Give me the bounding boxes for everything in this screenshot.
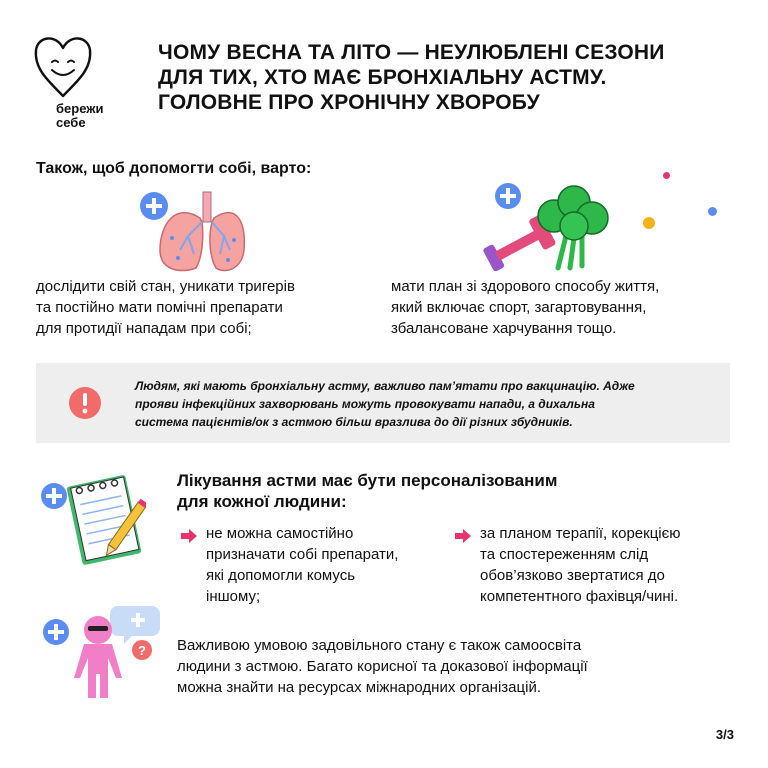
text-line: Важливою умовою задовільного стану є також самоосвіта: [177, 637, 582, 654]
personalized-treatment-heading: [177, 470, 697, 512]
text-line: збалансоване харчування тощо.: [391, 320, 617, 337]
text-line: для протидії нападам при собі;: [36, 320, 252, 337]
text-line: прояви інфекційних захворювань можуть провокувати напади, а дихальна: [135, 397, 595, 411]
text-line: Людям, які мають бронхіальну астму, важливо пам’ятати про вакцинацію. Адже: [135, 379, 635, 393]
person-question-icon: [38, 604, 163, 719]
text-line: іншому;: [206, 588, 261, 605]
text-line: система пацієнтів/ок з астмою більш вразлива до дії різних збудників.: [135, 415, 573, 429]
text-line: дослідити свій стан, уникати тригерів: [36, 278, 295, 295]
exclamation-icon: [68, 386, 102, 420]
bullet-item-1: [206, 523, 436, 607]
text-line: який включає спорт, загартовування,: [391, 299, 647, 316]
title-line: ЧОМУ ВЕСНА ТА ЛІТО — НЕУЛЮБЛЕНІ СЕЗОНИ: [158, 41, 665, 64]
text-line: та постійно мати помічні препарати: [36, 299, 283, 316]
bullet-item-2: [480, 523, 740, 607]
tip-text-left: [36, 276, 376, 339]
text-line: мати план зі здорового способу життя,: [391, 278, 660, 295]
notebook-pencil-icon: [36, 470, 146, 565]
self-education-text: [177, 635, 717, 698]
vaccination-note-text: [135, 377, 695, 431]
svg-text:?: ?: [138, 643, 146, 658]
title-line: ДЛЯ ТИХ, ХТО МАЄ БРОНХІАЛЬНУ АСТМУ.: [158, 66, 607, 89]
title-line: ГОЛОВНЕ ПРО ХРОНІЧНУ ХВОРОБУ: [158, 91, 540, 114]
text-line: можна знайти на ресурсах міжнародних організацій.: [177, 679, 541, 696]
text-line: призначати собі препарати,: [206, 546, 399, 563]
page-number: 3/3: [715, 727, 734, 742]
arrow-right-icon: [455, 529, 471, 543]
arrow-right-icon: [181, 529, 197, 543]
lungs-icon: [136, 188, 246, 278]
logo-line-1: бережи: [56, 101, 104, 116]
tip-text-right: [391, 276, 741, 339]
text-line: які допомогли комусь: [206, 567, 356, 584]
text-line: компетентного фахівця/чині.: [480, 588, 679, 605]
logo-wordmark: [56, 102, 103, 130]
text-line: та спостереженням слід: [480, 546, 649, 563]
text-line: обов’язково звертатися до: [480, 567, 665, 584]
heading-line: Лікування астми має бути персоналізованим: [177, 471, 558, 490]
decor-dot: [663, 172, 670, 179]
heading-line: для кожної людини:: [177, 492, 347, 511]
text-line: за планом терапії, корекцією: [480, 525, 681, 542]
text-line: людини з астмою. Багато корисної та доказової інформації: [177, 658, 588, 675]
decor-dot: [643, 217, 655, 229]
decor-dot: [708, 207, 717, 216]
dumbbell-broccoli-icon: [478, 176, 618, 271]
text-line: не можна самостійно: [206, 525, 354, 542]
logo-line-2: себе: [56, 115, 86, 130]
logo-heart-icon: [30, 30, 96, 100]
page-title: [158, 40, 738, 115]
section-subtitle: Також, щоб допомогти собі, варто:: [36, 160, 312, 177]
